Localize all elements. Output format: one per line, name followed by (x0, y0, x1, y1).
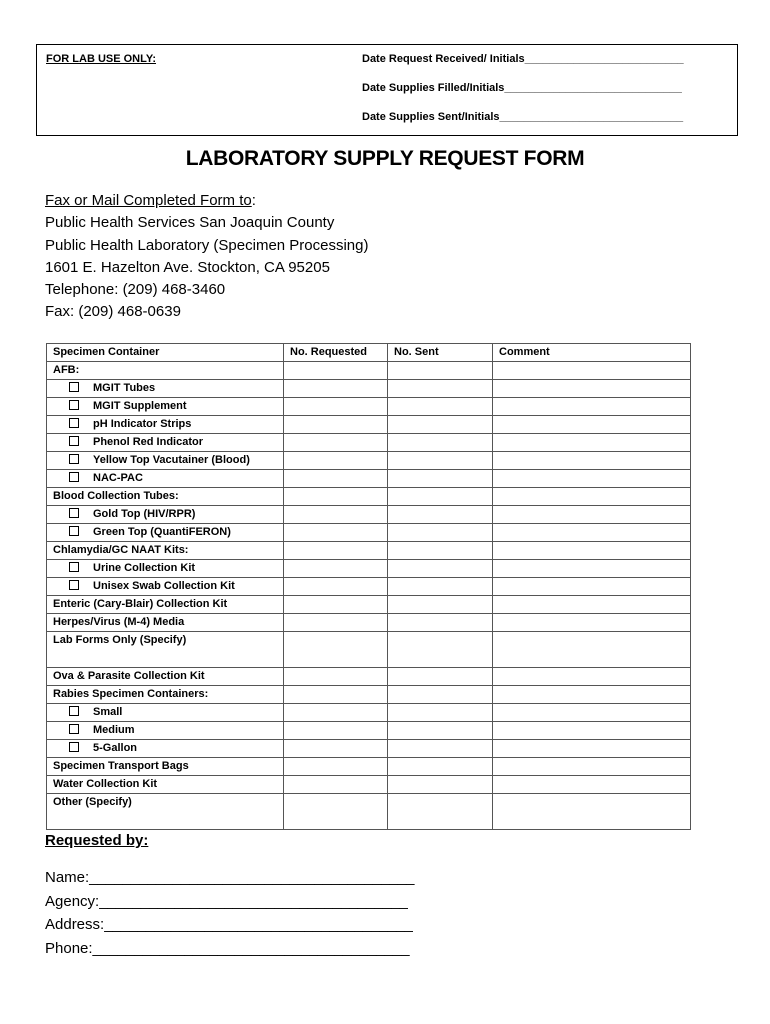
comment-cell[interactable] (493, 434, 691, 452)
no-sent-cell[interactable] (388, 380, 493, 398)
category-label: Herpes/Virus (M-4) Media (53, 616, 185, 628)
no-requested-cell[interactable] (284, 704, 388, 722)
category-label: Lab Forms Only (Specify) (53, 634, 187, 646)
no-sent-cell[interactable] (388, 452, 493, 470)
item-label: Medium (93, 724, 135, 736)
specimen-cell (47, 506, 284, 524)
no-sent-cell[interactable] (388, 470, 493, 488)
name-field[interactable]: Name:_______________________________________ (45, 869, 415, 886)
specimen-cell (47, 686, 284, 704)
specimen-cell (47, 794, 284, 830)
address-heading: Fax or Mail Completed Form to: (45, 192, 256, 209)
comment-cell[interactable] (493, 380, 691, 398)
comment-cell[interactable] (493, 686, 691, 704)
table-row (47, 740, 691, 758)
no-requested-cell[interactable] (284, 362, 388, 380)
no-requested-cell[interactable] (284, 560, 388, 578)
checkbox-icon[interactable] (69, 526, 79, 536)
specimen-cell (47, 740, 284, 758)
no-sent-cell[interactable] (388, 506, 493, 524)
address-field[interactable]: Address:_____________________________________ (45, 916, 413, 934)
address-line: 1601 E. Hazelton Ave. Stockton, CA 95205 (45, 258, 330, 276)
table-header-row (47, 344, 691, 362)
no-requested-cell[interactable] (284, 776, 388, 794)
checkbox-icon[interactable] (69, 418, 79, 428)
table-row (47, 434, 691, 452)
date-received-field[interactable]: Date Request Received/ Initials__________________________ (362, 53, 684, 65)
no-requested-cell[interactable] (284, 740, 388, 758)
comment-cell[interactable] (493, 416, 691, 434)
comment-cell[interactable] (493, 470, 691, 488)
table-row (47, 794, 691, 830)
no-requested-cell[interactable] (284, 632, 388, 668)
mailing-address (45, 190, 369, 324)
specimen-cell (47, 704, 284, 722)
category-label: Chlamydia/GC NAAT Kits: (53, 544, 189, 556)
checkbox-icon[interactable] (69, 454, 79, 464)
checkbox-icon[interactable] (69, 562, 79, 572)
comment-cell[interactable] (493, 776, 691, 794)
no-sent-cell[interactable] (388, 560, 493, 578)
no-requested-cell[interactable] (284, 452, 388, 470)
item-label: Phenol Red Indicator (93, 436, 204, 448)
no-requested-cell[interactable] (284, 614, 388, 632)
table-row (47, 560, 691, 578)
date-sent-field[interactable]: Date Supplies Sent/Initials______________________________ (362, 111, 684, 123)
no-sent-cell[interactable] (388, 632, 493, 668)
specimen-cell (47, 668, 284, 686)
comment-cell[interactable] (493, 722, 691, 740)
category-label: Blood Collection Tubes: (53, 490, 179, 502)
comment-cell[interactable] (493, 632, 691, 668)
address-line: Public Health Laboratory (Specimen Processing) (45, 236, 369, 254)
specimen-cell (47, 758, 284, 776)
table-row (47, 686, 691, 704)
no-sent-cell[interactable] (388, 776, 493, 794)
comment-cell[interactable] (493, 614, 691, 632)
no-sent-cell[interactable] (388, 542, 493, 560)
table-row (47, 470, 691, 488)
no-sent-cell[interactable] (388, 686, 493, 704)
comment-cell[interactable] (493, 596, 691, 614)
table-row (47, 506, 691, 524)
no-sent-cell[interactable] (388, 362, 493, 380)
no-requested-cell[interactable] (284, 488, 388, 506)
checkbox-icon[interactable] (69, 742, 79, 752)
comment-cell[interactable] (493, 704, 691, 722)
table-row (47, 758, 691, 776)
category-label: Water Collection Kit (53, 778, 158, 790)
category-label: Ova & Parasite Collection Kit (53, 670, 205, 682)
no-sent-cell[interactable] (388, 668, 493, 686)
comment-cell[interactable] (493, 794, 691, 830)
category-label: AFB: (53, 364, 80, 376)
checkbox-icon[interactable] (69, 508, 79, 518)
specimen-cell (47, 398, 284, 416)
col-no-sent: No. Sent (388, 344, 493, 362)
specimen-cell (47, 524, 284, 542)
item-label: Gold Top (HIV/RPR) (93, 508, 196, 520)
table-row (47, 722, 691, 740)
form-title: LABORATORY SUPPLY REQUEST FORM (185, 147, 585, 170)
item-label: MGIT Supplement (93, 400, 187, 412)
lab-use-box (36, 44, 738, 136)
checkbox-icon[interactable] (69, 724, 79, 734)
specimen-cell (47, 380, 284, 398)
requested-by-fields (45, 866, 415, 960)
specimen-cell (47, 434, 284, 452)
comment-cell[interactable] (493, 560, 691, 578)
no-requested-cell[interactable] (284, 542, 388, 560)
comment-cell[interactable] (493, 362, 691, 380)
comment-cell[interactable] (493, 740, 691, 758)
no-sent-cell[interactable] (388, 524, 493, 542)
category-label: Rabies Specimen Containers: (53, 688, 209, 700)
no-requested-cell[interactable] (284, 758, 388, 776)
comment-cell[interactable] (493, 398, 691, 416)
checkbox-icon[interactable] (69, 706, 79, 716)
specimen-cell (47, 614, 284, 632)
telephone-line: Telephone: (209) 468-3460 (45, 281, 226, 299)
table-row (47, 578, 691, 596)
item-label: Green Top (QuantiFERON) (93, 526, 231, 538)
specimen-cell (47, 722, 284, 740)
table-row (47, 542, 691, 560)
table-row (47, 776, 691, 794)
no-requested-cell[interactable] (284, 794, 388, 830)
table-row (47, 416, 691, 434)
agency-field[interactable]: Agency:_____________________________________ (45, 892, 408, 910)
item-label: Urine Collection Kit (93, 562, 196, 574)
checkbox-icon[interactable] (69, 472, 79, 482)
specimen-cell (47, 542, 284, 560)
specimen-cell (47, 452, 284, 470)
no-sent-cell[interactable] (388, 488, 493, 506)
no-sent-cell[interactable] (388, 722, 493, 740)
no-sent-cell[interactable] (388, 434, 493, 452)
phone-field[interactable]: Phone:______________________________________ (45, 939, 410, 957)
table-row (47, 596, 691, 614)
no-sent-cell[interactable] (388, 740, 493, 758)
no-sent-cell[interactable] (388, 578, 493, 596)
table-row (47, 614, 691, 632)
col-specimen-container: Specimen Container (47, 344, 284, 362)
item-label: MGIT Tubes (93, 382, 156, 394)
table-row (47, 362, 691, 380)
table-row (47, 488, 691, 506)
supply-table (46, 343, 691, 830)
specimen-cell (47, 632, 284, 668)
specimen-cell (47, 776, 284, 794)
checkbox-icon[interactable] (69, 400, 79, 410)
table-row (47, 380, 691, 398)
no-requested-cell[interactable] (284, 470, 388, 488)
table-row (47, 704, 691, 722)
specimen-cell (47, 362, 284, 380)
fax-line: Fax: (209) 468-0639 (45, 303, 181, 321)
no-requested-cell[interactable] (284, 506, 388, 524)
no-sent-cell[interactable] (388, 398, 493, 416)
requested-by-heading: Requested by: (45, 832, 149, 849)
lab-use-label: FOR LAB USE ONLY: (46, 53, 157, 65)
specimen-cell (47, 416, 284, 434)
no-requested-cell[interactable] (284, 578, 388, 596)
item-label: Small (93, 706, 123, 718)
no-requested-cell[interactable] (284, 434, 388, 452)
table-row (47, 452, 691, 470)
specimen-cell (47, 488, 284, 506)
no-sent-cell[interactable] (388, 596, 493, 614)
no-sent-cell[interactable] (388, 794, 493, 830)
no-requested-cell[interactable] (284, 596, 388, 614)
category-label: Enteric (Cary-Blair) Collection Kit (53, 598, 228, 610)
no-requested-cell[interactable] (284, 380, 388, 398)
no-requested-cell[interactable] (284, 722, 388, 740)
item-label: Yellow Top Vacutainer (Blood) (93, 454, 250, 466)
comment-cell[interactable] (493, 758, 691, 776)
no-requested-cell[interactable] (284, 398, 388, 416)
no-sent-cell[interactable] (388, 614, 493, 632)
no-sent-cell[interactable] (388, 758, 493, 776)
specimen-cell (47, 470, 284, 488)
comment-cell[interactable] (493, 488, 691, 506)
table-row (47, 398, 691, 416)
comment-cell[interactable] (493, 578, 691, 596)
no-requested-cell[interactable] (284, 686, 388, 704)
comment-cell[interactable] (493, 524, 691, 542)
no-requested-cell[interactable] (284, 668, 388, 686)
checkbox-icon[interactable] (69, 580, 79, 590)
no-sent-cell[interactable] (388, 416, 493, 434)
comment-cell[interactable] (493, 542, 691, 560)
col-comment: Comment (493, 344, 691, 362)
no-requested-cell[interactable] (284, 416, 388, 434)
item-label: NAC-PAC (93, 472, 143, 484)
no-sent-cell[interactable] (388, 704, 493, 722)
category-label: Specimen Transport Bags (53, 760, 189, 772)
no-requested-cell[interactable] (284, 524, 388, 542)
item-label: 5-Gallon (93, 742, 138, 754)
table-row (47, 524, 691, 542)
item-label: pH Indicator Strips (93, 418, 192, 430)
table-row (47, 668, 691, 686)
comment-cell[interactable] (493, 452, 691, 470)
specimen-cell (47, 578, 284, 596)
item-label: Unisex Swab Collection Kit (93, 580, 235, 592)
category-label: Other (Specify) (53, 796, 132, 808)
checkbox-icon[interactable] (69, 436, 79, 446)
comment-cell[interactable] (493, 668, 691, 686)
col-no-requested: No. Requested (284, 344, 388, 362)
comment-cell[interactable] (493, 506, 691, 524)
address-line: Public Health Services San Joaquin County (45, 214, 335, 232)
checkbox-icon[interactable] (69, 382, 79, 392)
specimen-cell (47, 560, 284, 578)
specimen-cell (47, 596, 284, 614)
table-row (47, 632, 691, 668)
date-filled-field[interactable]: Date Supplies Filled/Initials_____________________________ (362, 82, 682, 94)
